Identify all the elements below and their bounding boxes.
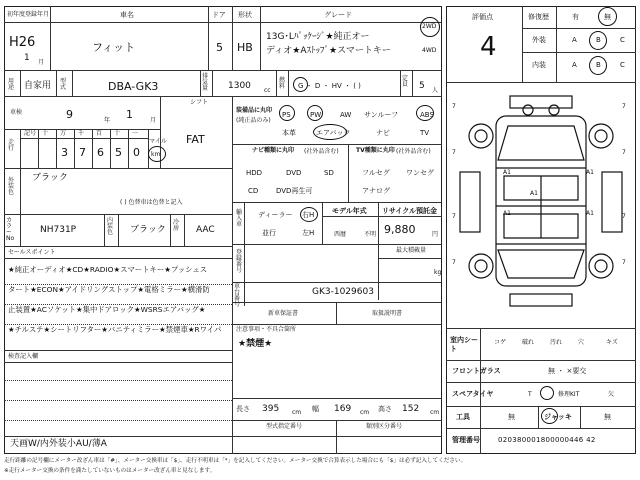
fuel-label: 燃料 — [279, 77, 286, 90]
drive-badge: 2WD — [422, 23, 437, 30]
ac: AAC — [196, 225, 215, 235]
width: 169 — [334, 404, 352, 414]
cm-unit-3: cm — [430, 409, 440, 416]
usage-label: 用途 — [8, 78, 15, 91]
repair-no: 無 — [604, 13, 611, 21]
chassis-label: 車台番号 — [234, 283, 241, 308]
recycle-amount: 9,880 — [384, 223, 416, 236]
tv-item: アナログ — [362, 187, 390, 195]
inspector-note: 天画W/内外装小AU/薄A — [10, 439, 107, 449]
airbag-circle — [313, 124, 347, 140]
seat-item: コゲ — [494, 339, 507, 346]
exterior-color-label: 外装色 — [8, 177, 15, 196]
grade-b-circle — [589, 56, 607, 75]
shape-label: 形状 — [238, 11, 252, 19]
repair-yes: 有 — [572, 13, 579, 21]
interior-seat-label: 室内シート — [450, 336, 478, 354]
digit-header: 記号 — [24, 130, 37, 137]
height: 152 — [402, 404, 420, 414]
paren-7: 7 — [622, 103, 626, 110]
paren-7: 7 — [622, 259, 626, 266]
color-change-note: ( ) 色替車は色替と記入 — [120, 199, 183, 206]
equip-sub: (純正品のみ) — [236, 117, 271, 124]
damage-mark: A1 — [586, 169, 594, 176]
tools-label: 工具 — [456, 413, 470, 421]
cc-unit: cc — [264, 87, 271, 94]
paren-7: 7 — [452, 103, 456, 110]
mgmt-no: 020380001800000446 42 — [498, 436, 596, 444]
max-load-label: 最大積載量 — [396, 247, 427, 254]
damage-mark: A1 — [586, 210, 594, 217]
displacement: 1300 — [228, 81, 251, 91]
fuel-circle — [293, 77, 308, 92]
jack-value: 無 — [604, 413, 611, 421]
tv-sub: (社外品含む) — [396, 148, 431, 155]
ac-label: 冷房 — [173, 219, 180, 232]
height-label: 高さ — [378, 405, 392, 413]
model-year-seireki: 西暦 — [334, 231, 347, 238]
equip-item: PW — [310, 111, 322, 119]
spare-label: スペアタイヤ — [452, 390, 494, 398]
repair-label: 修復歴 — [528, 13, 549, 21]
door-label: ドア — [212, 11, 226, 19]
warranty-label: 新車保証書 — [268, 310, 299, 317]
reg-no-label: 登録番号 — [236, 249, 243, 274]
equip-item: PS — [282, 111, 291, 119]
first-reg-month: 1 — [24, 53, 30, 63]
grade-label: グレード — [324, 11, 352, 19]
navi-sub: (社外品含む) — [304, 148, 339, 155]
first-reg-label: 初年度登録年月 — [7, 11, 50, 18]
recycle-unit: 円 — [432, 231, 439, 238]
equip-item: AW — [340, 111, 352, 119]
equip-circle — [307, 105, 323, 121]
type-cert-label: 型式指定番号 — [266, 423, 303, 430]
footer-line2: ※走行メーター交換の条件を満たしていないものはメーター改ざん車と見なします。 — [4, 468, 216, 474]
grade-letter: C — [620, 61, 625, 69]
grade-b-circle — [589, 31, 607, 50]
interior-color: ブラック — [130, 225, 166, 235]
tv-label: TV種類に丸印 — [356, 147, 395, 154]
shift-label: シフト — [190, 99, 209, 106]
first-reg-month-unit: 月 — [38, 59, 45, 66]
model: DBA-GK3 — [108, 80, 159, 93]
handle-right: 右H — [302, 211, 315, 219]
grade-line2: ディオ★Aｽﾄｯﾌﾟ★スマートキー — [266, 46, 391, 56]
km-label: km — [151, 151, 161, 158]
year-unit: 年 — [104, 117, 111, 124]
navi-item: DVD再生可 — [276, 187, 313, 195]
inspection-month: 1 — [126, 108, 133, 121]
digit-header: 一 — [132, 130, 139, 137]
handle-left: 左H — [302, 229, 315, 237]
navi-item: DVD — [286, 169, 302, 177]
displacement-label: 排気量 — [202, 73, 209, 92]
digit-header: 百 — [96, 130, 103, 137]
seat-item: 汚れ — [550, 339, 563, 346]
grade-letter: A — [572, 61, 577, 69]
digit-header: 千 — [78, 130, 85, 137]
jack-circle — [541, 408, 558, 424]
sales-point-line: 止装置★ACソケット★集中ドアロック★WSRSエアバッグ★ — [8, 305, 206, 314]
color-no: NH731P — [40, 225, 77, 235]
digit-header: 万 — [60, 130, 67, 137]
tv-item: ワンセグ — [406, 169, 434, 177]
exterior-label: 外装 — [532, 36, 546, 44]
equip-item: 本革 — [282, 129, 296, 137]
paren-7: 7 — [622, 149, 626, 156]
model-year-label: モデル年式 — [332, 207, 367, 215]
mileage-digit: 0 — [133, 146, 140, 159]
cm-unit-2: cm — [360, 409, 370, 416]
doors: 5 — [216, 41, 223, 54]
spare-circle — [540, 386, 554, 400]
interior-color-label: 内装色 — [107, 217, 114, 236]
tools-value: 無 — [508, 413, 515, 421]
paren-7: 7 — [452, 149, 456, 156]
tv-item: フルセグ — [362, 169, 390, 177]
paren-7: 7 — [452, 213, 456, 220]
sales-point-line: ★チルステ★シートリフター★バニティミラー★禁煙車★Rワイパ — [8, 325, 222, 334]
inspector-label: 検査記入欄 — [8, 353, 39, 360]
mileage-digit: 5 — [115, 146, 122, 159]
grade-letter: B — [596, 61, 601, 69]
import-dealer: ディーラー — [258, 211, 293, 219]
damage-mark: A1 — [503, 210, 511, 217]
seat-item: キズ — [606, 339, 618, 346]
notes: ★禁煙★ — [238, 339, 273, 349]
windshield-label: フロントガラス — [452, 367, 501, 375]
seat-item: 穴 — [578, 339, 585, 346]
capacity: 5 — [419, 81, 425, 91]
windshield-value: 無 ・ ×要交 — [548, 367, 587, 375]
mileage-digit: 7 — [79, 146, 86, 159]
recycle-label: リサイクル預託金 — [382, 207, 438, 215]
capacity-unit: 人 — [432, 87, 439, 94]
mgmt-label: 管理番号 — [452, 436, 480, 444]
eval-label: 評価点 — [472, 13, 493, 21]
kg-unit: kg — [434, 269, 442, 276]
car-name: フィット — [92, 41, 136, 54]
equip-circle — [416, 105, 434, 121]
paren-7: 7 — [622, 213, 626, 220]
eval-score: 4 — [480, 32, 497, 62]
equip-item: サンルーフ — [364, 111, 399, 119]
sales-points-label: セールスポイント — [8, 249, 56, 256]
navi-item: SD — [324, 169, 334, 177]
fuel-options: G ・ D ・ HV ・ ( ) — [298, 82, 361, 90]
sales-point-line: タート★ECON★アイドリングストップ★電格ミラー★横滑防 — [8, 285, 210, 294]
month-unit: 月 — [150, 117, 157, 124]
class-label: 類別区分番号 — [366, 423, 403, 430]
repair-no-circle — [598, 7, 617, 26]
equip-circle — [279, 105, 295, 121]
damage-mark: A1 — [503, 169, 511, 176]
digit-header: 十 — [114, 130, 121, 137]
spare-missing: 欠 — [608, 391, 615, 398]
mileage-label: 走行 — [8, 139, 15, 152]
manual-label: 取扱説明書 — [372, 310, 403, 317]
chassis-no: GK3-1029603 — [312, 287, 374, 297]
car-name-label: 車名 — [120, 11, 134, 19]
length-label: 長さ — [236, 405, 250, 413]
navi-item: CD — [248, 187, 259, 195]
capacity-label: 定員 — [402, 75, 409, 88]
sales-point-line: ★純正オーディオ★CD★RADIO★スマートキー★プッシュス — [8, 265, 208, 274]
equip-label: 装備品に丸印 — [236, 107, 273, 114]
import-label: 輸入車 — [236, 209, 243, 228]
digit-header: 十 — [42, 130, 49, 137]
car-damage-diagram — [446, 82, 636, 328]
import-parallel: 並行 — [262, 229, 276, 237]
spare-kit: 修理KIT — [558, 391, 580, 398]
jack-label: ジャッキ — [544, 413, 572, 421]
footer-line1: 走行距離の記号欄にメーター改ざん車は「#」、メーター交換車は「$」、走行不明車は「*」を記入してください。メーター交換で合算表示した場合にも「$」は必ず記入してください。 — [4, 458, 467, 464]
usage: 自家用 — [24, 81, 52, 91]
model-year-unknown: 不明 — [364, 231, 377, 238]
mileage-digit: 3 — [61, 146, 68, 159]
grade-letter: C — [620, 36, 625, 44]
length: 395 — [262, 404, 280, 414]
seat-item: 破れ — [522, 339, 535, 346]
equip-item: エアバック — [316, 129, 351, 137]
paren-7: 7 — [452, 259, 456, 266]
first-reg-era: H26 — [9, 35, 36, 50]
grade-line1: 13G･Lﾊﾟｯｹｰｼﾞ★純正オー — [266, 32, 370, 42]
shift: FAT — [186, 133, 205, 146]
mile-label: マイル — [149, 138, 167, 145]
mileage-digit: 6 — [97, 146, 104, 159]
navi-label: ナビ種類に丸印 — [252, 147, 295, 154]
equip-item: TV — [420, 129, 430, 137]
exterior-color: ブラック — [32, 173, 68, 183]
width-label: 幅 — [312, 405, 319, 413]
navi-item: HDD — [246, 169, 263, 177]
inspection-label: 車検 — [10, 109, 23, 116]
notes-label: 注意事項・不具合箇所 — [236, 326, 297, 333]
grade-letter: B — [596, 36, 601, 44]
grade-letter: A — [572, 36, 577, 44]
equip-item: ABS — [420, 111, 434, 119]
drive-alt: 4WD — [422, 47, 437, 54]
interior-label: 内装 — [532, 61, 546, 69]
damage-mark: A1 — [530, 190, 538, 197]
color-no-label: カラーNo — [6, 217, 15, 242]
model-label: 型式 — [60, 78, 67, 91]
inspection-year: 9 — [66, 108, 73, 121]
equip-item: ナビ — [376, 129, 390, 137]
shape: HB — [237, 41, 253, 54]
cm-unit-1: cm — [292, 409, 302, 416]
spare-t: T — [528, 391, 532, 398]
